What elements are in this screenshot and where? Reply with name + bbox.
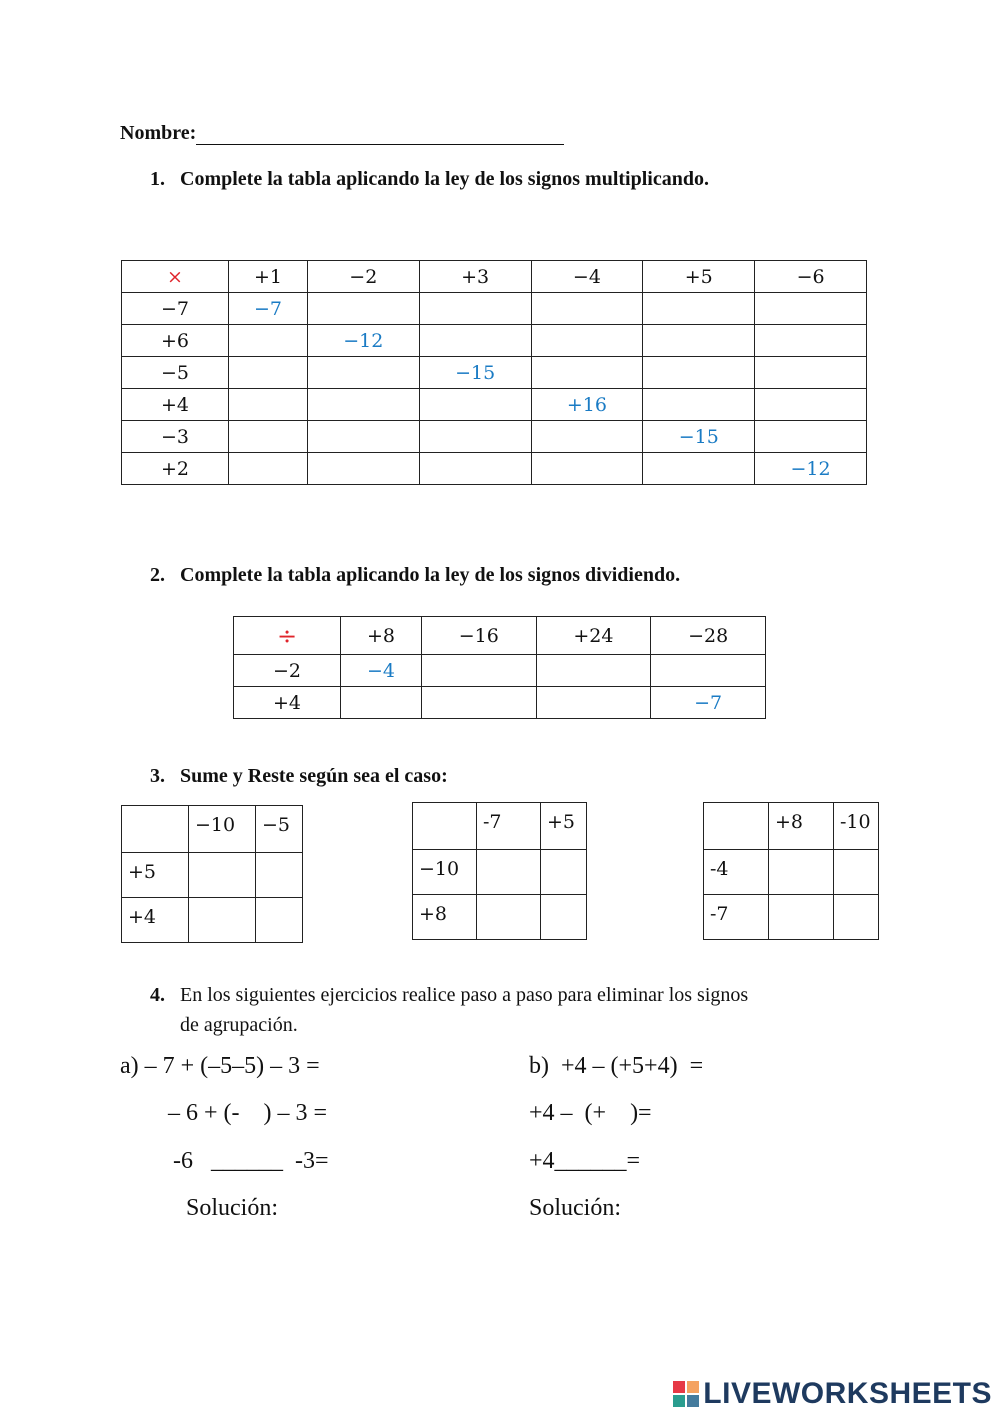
division-table xyxy=(233,616,766,719)
section-1-number: 1. xyxy=(150,168,165,190)
table2-cell[interactable] xyxy=(536,655,651,687)
table1-cell[interactable] xyxy=(531,421,643,453)
table1-cell[interactable] xyxy=(643,357,755,389)
name-line[interactable] xyxy=(196,126,564,145)
table1-header: +5 xyxy=(643,261,755,293)
table1-cell[interactable] xyxy=(755,421,867,453)
sum-table-row-label: +8 xyxy=(413,895,477,940)
table1-cell[interactable] xyxy=(531,453,643,485)
section-3-heading xyxy=(150,765,448,788)
table2-cell[interactable] xyxy=(651,655,766,687)
table2-cell[interactable]: −7 xyxy=(651,687,766,719)
table1-cell[interactable] xyxy=(643,453,755,485)
table1-cell[interactable] xyxy=(755,325,867,357)
logo-text: LIVEWORKSHEETS xyxy=(703,1377,992,1410)
exercise-b-line2[interactable]: +4 – (+ )= xyxy=(529,1100,652,1126)
sum-table-cell[interactable] xyxy=(834,850,879,895)
section-1-title: Complete la tabla aplicando la ley de los signos multiplicando. xyxy=(180,168,709,190)
sum-table-corner xyxy=(122,806,189,853)
sum-table-corner xyxy=(413,803,477,850)
table1-cell[interactable]: −15 xyxy=(643,421,755,453)
table1-cell[interactable] xyxy=(755,293,867,325)
sum-table-cell[interactable] xyxy=(189,898,256,943)
sum-table-cell[interactable] xyxy=(769,895,834,940)
table2-cell[interactable] xyxy=(341,687,422,719)
exercise-b-line3[interactable]: +4______= xyxy=(529,1148,641,1174)
table1-cell[interactable] xyxy=(531,293,643,325)
multiplication-corner: × xyxy=(122,261,229,293)
sum-table-cell[interactable] xyxy=(256,853,303,898)
table2-header: +8 xyxy=(341,617,422,655)
table1-cell[interactable] xyxy=(229,357,308,389)
section-4-number: 4. xyxy=(150,984,165,1006)
exercise-a-line2[interactable]: – 6 + (- ) – 3 = xyxy=(168,1100,328,1126)
section-3-number: 3. xyxy=(150,765,165,787)
sum-table-cell[interactable] xyxy=(834,895,879,940)
table1-cell[interactable]: +16 xyxy=(531,389,643,421)
division-corner: ÷ xyxy=(234,617,341,655)
sum-table-c xyxy=(703,802,879,940)
table1-cell[interactable] xyxy=(307,357,419,389)
table1-cell[interactable] xyxy=(229,325,308,357)
sum-table-header: +8 xyxy=(769,803,834,850)
table1-cell[interactable]: −15 xyxy=(419,357,531,389)
table1-cell[interactable] xyxy=(419,389,531,421)
sum-table-corner xyxy=(704,803,769,850)
table2-cell[interactable] xyxy=(421,687,536,719)
liveworksheets-logo xyxy=(673,1377,992,1411)
sum-table-row-label: -7 xyxy=(704,895,769,940)
table1-cell[interactable] xyxy=(229,389,308,421)
table1-cell[interactable] xyxy=(229,421,308,453)
exercise-a-line3[interactable]: -6 ______ -3= xyxy=(173,1148,329,1174)
table1-row-label: +6 xyxy=(122,325,229,357)
table1-row-label: −5 xyxy=(122,357,229,389)
exercise-a-line1: a) – 7 + (–5–5) – 3 = xyxy=(120,1053,320,1079)
sum-table-row-label: −10 xyxy=(413,850,477,895)
sum-table-header: -7 xyxy=(477,803,541,850)
section-4-heading xyxy=(150,980,910,1040)
table2-header: +24 xyxy=(536,617,651,655)
sum-table-cell[interactable] xyxy=(541,850,587,895)
table1-cell[interactable] xyxy=(755,357,867,389)
table1-cell[interactable] xyxy=(307,453,419,485)
table2-header: −28 xyxy=(651,617,766,655)
table2-cell[interactable] xyxy=(536,687,651,719)
sum-table-header: +5 xyxy=(541,803,587,850)
multiplication-table xyxy=(121,260,867,485)
section-4-title-line1: En los siguientes ejercicios realice paso a paso para eliminar los signos xyxy=(180,984,749,1006)
name-field xyxy=(120,122,564,145)
table1-header: −2 xyxy=(307,261,419,293)
table2-row-label: −2 xyxy=(234,655,341,687)
table1-row-label: −7 xyxy=(122,293,229,325)
table1-header: −4 xyxy=(531,261,643,293)
table1-header: −6 xyxy=(755,261,867,293)
sum-table-row-label: -4 xyxy=(704,850,769,895)
table1-cell[interactable] xyxy=(419,293,531,325)
table1-cell[interactable] xyxy=(229,453,308,485)
exercise-b-line1: b) +4 – (+5+4) = xyxy=(529,1053,704,1079)
section-1-heading xyxy=(150,168,709,191)
table1-cell[interactable] xyxy=(643,389,755,421)
table1-cell[interactable] xyxy=(307,421,419,453)
section-2-heading xyxy=(150,564,680,587)
sum-table-header: -10 xyxy=(834,803,879,850)
exercise-b-solution: Solución: xyxy=(529,1195,622,1221)
table1-cell[interactable] xyxy=(531,325,643,357)
table1-cell[interactable] xyxy=(419,453,531,485)
exercise-a-solution: Solución: xyxy=(186,1195,279,1221)
sum-table-cell[interactable] xyxy=(541,895,587,940)
table1-cell[interactable] xyxy=(643,325,755,357)
table1-cell[interactable]: −12 xyxy=(307,325,419,357)
table1-header: +1 xyxy=(229,261,308,293)
table1-cell[interactable] xyxy=(419,325,531,357)
sum-table-row-label: +4 xyxy=(122,898,189,943)
section-4-title-line2: de agrupación. xyxy=(180,1014,298,1036)
sum-table-cell[interactable] xyxy=(189,853,256,898)
sum-table-a xyxy=(121,805,303,943)
table2-cell[interactable] xyxy=(421,655,536,687)
table1-cell[interactable]: −12 xyxy=(755,453,867,485)
sum-table-header: −5 xyxy=(256,806,303,853)
table1-cell[interactable]: −7 xyxy=(229,293,308,325)
table1-cell[interactable] xyxy=(643,293,755,325)
table1-row-label: −3 xyxy=(122,421,229,453)
table1-cell[interactable] xyxy=(755,389,867,421)
table1-cell[interactable] xyxy=(531,357,643,389)
table1-header: +3 xyxy=(419,261,531,293)
table2-cell[interactable]: −4 xyxy=(341,655,422,687)
table1-row-label: +2 xyxy=(122,453,229,485)
section-2-number: 2. xyxy=(150,564,165,586)
sum-table-cell[interactable] xyxy=(477,895,541,940)
sum-table-b xyxy=(412,802,587,940)
table1-cell[interactable] xyxy=(307,389,419,421)
logo-mark-icon xyxy=(673,1381,699,1407)
table2-header: −16 xyxy=(421,617,536,655)
sum-table-cell[interactable] xyxy=(256,898,303,943)
sum-table-header: −10 xyxy=(189,806,256,853)
sum-table-cell[interactable] xyxy=(769,850,834,895)
table2-row-label: +4 xyxy=(234,687,341,719)
table1-cell[interactable] xyxy=(419,421,531,453)
table1-cell[interactable] xyxy=(307,293,419,325)
section-3-title: Sume y Reste según sea el caso: xyxy=(180,765,448,787)
name-label: Nombre: xyxy=(120,122,197,144)
table1-row-label: +4 xyxy=(122,389,229,421)
section-2-title: Complete la tabla aplicando la ley de los signos dividiendo. xyxy=(180,564,681,586)
sum-table-row-label: +5 xyxy=(122,853,189,898)
sum-table-cell[interactable] xyxy=(477,850,541,895)
